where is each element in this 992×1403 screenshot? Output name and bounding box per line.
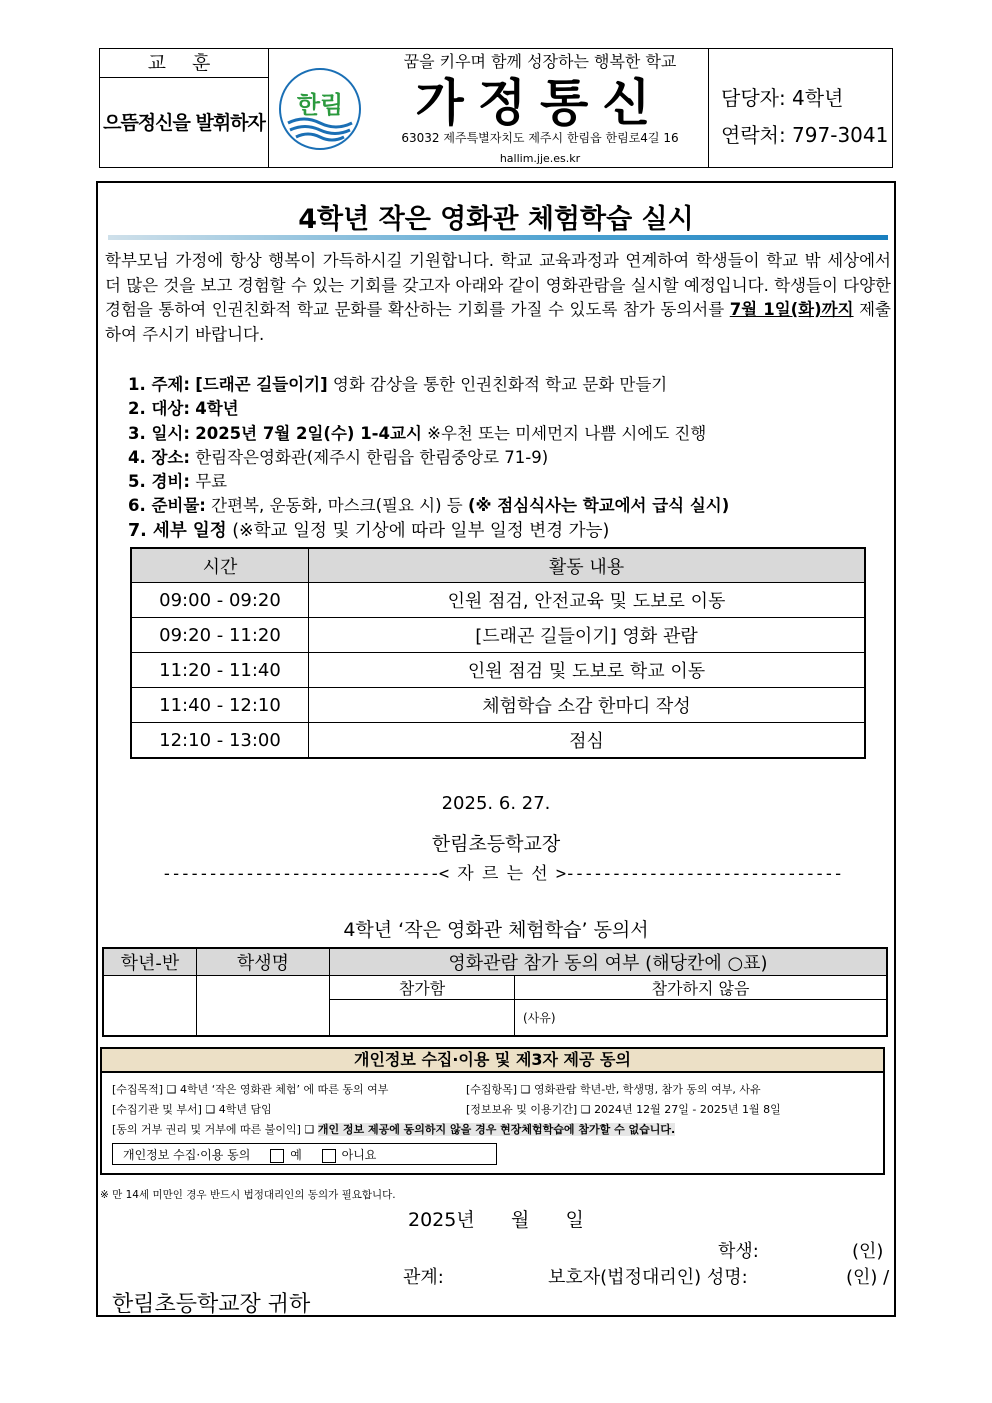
age-note: ※ 만 14세 미만인 경우 반드시 법정대리인의 동의가 필요합니다. xyxy=(100,1189,396,1201)
student-name-field[interactable] xyxy=(197,976,330,1036)
col-attend: 영화관람 참가 동의 여부 (해당칸에 ○표) xyxy=(330,948,888,976)
class-field[interactable] xyxy=(103,976,197,1036)
list-item: 2. 대상: 4학년 xyxy=(128,399,239,419)
consent-table xyxy=(102,947,888,1037)
relation-label: 관계: xyxy=(403,1267,444,1288)
list-item: 3. 일시: 2025년 7월 2일(수) 1-4교시 ※우천 또는 미세먼지 나쁨 시에도 진행 xyxy=(128,423,707,443)
yes-checkbox[interactable] xyxy=(270,1149,284,1163)
table-row: 09:00 - 09:20 인원 점검, 안전교육 및 도보로 이동 xyxy=(131,583,865,618)
title-underline xyxy=(108,235,888,240)
agree-row xyxy=(112,1143,497,1165)
contact-cell xyxy=(708,49,894,167)
principal-signature: 한림초등학교장 xyxy=(431,833,561,855)
motto-cell xyxy=(100,49,269,167)
school-logo-icon xyxy=(278,67,362,151)
document-title: 4학년 작은 영화관 체험학습 실시 xyxy=(298,204,694,235)
col-class: 학년-반 xyxy=(103,948,197,976)
privacy-period: [정보보유 및 이용기간] ❑ 2024년 12월 27일 - 2025년 1월 8일 xyxy=(466,1103,781,1116)
logo-text: 한림 xyxy=(296,91,344,119)
privacy-title: 개인정보 수집·이용 및 제3자 제공 동의 xyxy=(102,1049,883,1073)
details-list xyxy=(128,373,729,543)
motto-label: 교 훈 xyxy=(100,49,268,78)
main-document xyxy=(96,181,896,1317)
signature-date[interactable]: 2025년 월 일 xyxy=(408,1209,584,1231)
reason-field[interactable]: (사유) xyxy=(515,1000,888,1036)
consent-title: 4학년 ‘작은 영화관 체험학습’ 동의서 xyxy=(343,919,649,941)
table-header: 활동 내용 xyxy=(309,548,866,583)
student-sign-label: 학생: xyxy=(718,1241,759,1262)
cut-line: ------------------------------< 자 르 는 선 >------------------------------ xyxy=(161,864,843,884)
table-row: 11:20 - 11:40 인원 점검 및 도보로 학교 이동 xyxy=(131,653,865,688)
privacy-purpose: [수집목적] ❑ 4학년 ‘작은 영화관 체험’ 에 따른 동의 여부 xyxy=(112,1083,389,1096)
table-row: 12:10 - 13:00 점심 xyxy=(131,723,865,759)
privacy-refuse: [동의 거부 권리 및 거부에 따른 불이익] ❑ 개인 정보 제공에 동의하지 않을 경우 현장체험학습에 참가할 수 없습니다. xyxy=(112,1123,676,1136)
col-student-name: 학생명 xyxy=(197,948,330,976)
attend-yes-field[interactable] xyxy=(330,1000,515,1036)
school-slogan: 꿈을 키우며 함께 성장하는 행복한 학교 xyxy=(403,52,677,71)
school-address: 63032 제주특별자치도 제주시 한림읍 한림로4길 16 xyxy=(401,131,679,145)
issue-date: 2025. 6. 27. xyxy=(441,793,551,814)
contact-phone: 연락처: 797-3041 xyxy=(721,123,889,147)
no-label: 아니요 xyxy=(341,1148,377,1162)
deadline: 7월 1일(화)까지 xyxy=(729,300,854,319)
list-item: 4. 장소: 한림작은영화관(제주시 한림읍 한림중앙로 71-9) xyxy=(128,447,549,467)
schedule-table xyxy=(130,547,866,759)
table-row: 11:40 - 12:10 체험학습 소감 한마디 작성 xyxy=(131,688,865,723)
no-checkbox[interactable] xyxy=(322,1149,336,1163)
privacy-org: [수집기관 및 부서] ❑ 4학년 담임 xyxy=(112,1103,272,1116)
attend-yes-label[interactable]: 참가함 xyxy=(330,976,515,1000)
guardian-seal[interactable]: (인) / xyxy=(846,1267,890,1288)
table-header: 시간 xyxy=(131,548,309,583)
guardian-sign-label: 보호자(법정대리인) 성명: xyxy=(548,1267,748,1288)
attend-no-label[interactable]: 참가하지 않음 xyxy=(515,976,888,1000)
intro-paragraph xyxy=(105,249,891,347)
list-item: 6. 준비물: 간편복, 운동화, 마스크(필요 시) 등 (※ 점심식사는 학교에서 급식 실시) xyxy=(128,496,730,516)
yes-label: 예 xyxy=(290,1148,302,1162)
manager: 담당자: 4학년 xyxy=(721,86,844,110)
intro-text-end: 제출하여 주시기 바랍니다. xyxy=(105,300,891,344)
privacy-items: [수집항목] ❑ 영화관람 학년-반, 학생명, 참가 동의 여부, 사유 xyxy=(466,1083,761,1096)
agree-label: 개인정보 수집·이용 동의 xyxy=(123,1148,251,1162)
privacy-consent-box xyxy=(100,1047,885,1175)
recipient: 한림초등학교장 귀하 xyxy=(112,1292,311,1317)
list-item: 5. 경비: 무료 xyxy=(128,472,228,492)
table-row: 09:20 - 11:20 [드래곤 길들이기] 영화 관람 xyxy=(131,618,865,653)
intro-text: 학부모님 가정에 항상 행복이 가득하시길 기원합니다. 학교 교육과정과 연계하여 학생들이 학교 밖 세상에서 더 많은 것을 보고 경험할 수 있는 기회를 갖고자 아래와 같이 영화관람을 실시할 예정입니다. 학생들이 다양한 경험을 통하여 인권친화적 학교 문화를 확산하는 기회를 가질 수 있도록 참가 동의서를 xyxy=(105,251,891,319)
student-seal[interactable]: (인) xyxy=(852,1241,884,1262)
newsletter-title: 가정통신 xyxy=(415,74,665,132)
motto-text: 으뜸정신을 발휘하자 xyxy=(103,112,265,134)
list-item: 7. 세부 일정 (※학교 일정 및 기상에 따라 일부 일정 변경 가능) xyxy=(128,520,610,541)
list-item: 1. 주제: [드래곤 길들이기] 영화 감상을 통한 인권친화적 학교 문화 만들기 xyxy=(128,375,668,394)
school-url[interactable]: hallim.jje.es.kr xyxy=(499,152,581,165)
letterhead xyxy=(99,48,893,168)
